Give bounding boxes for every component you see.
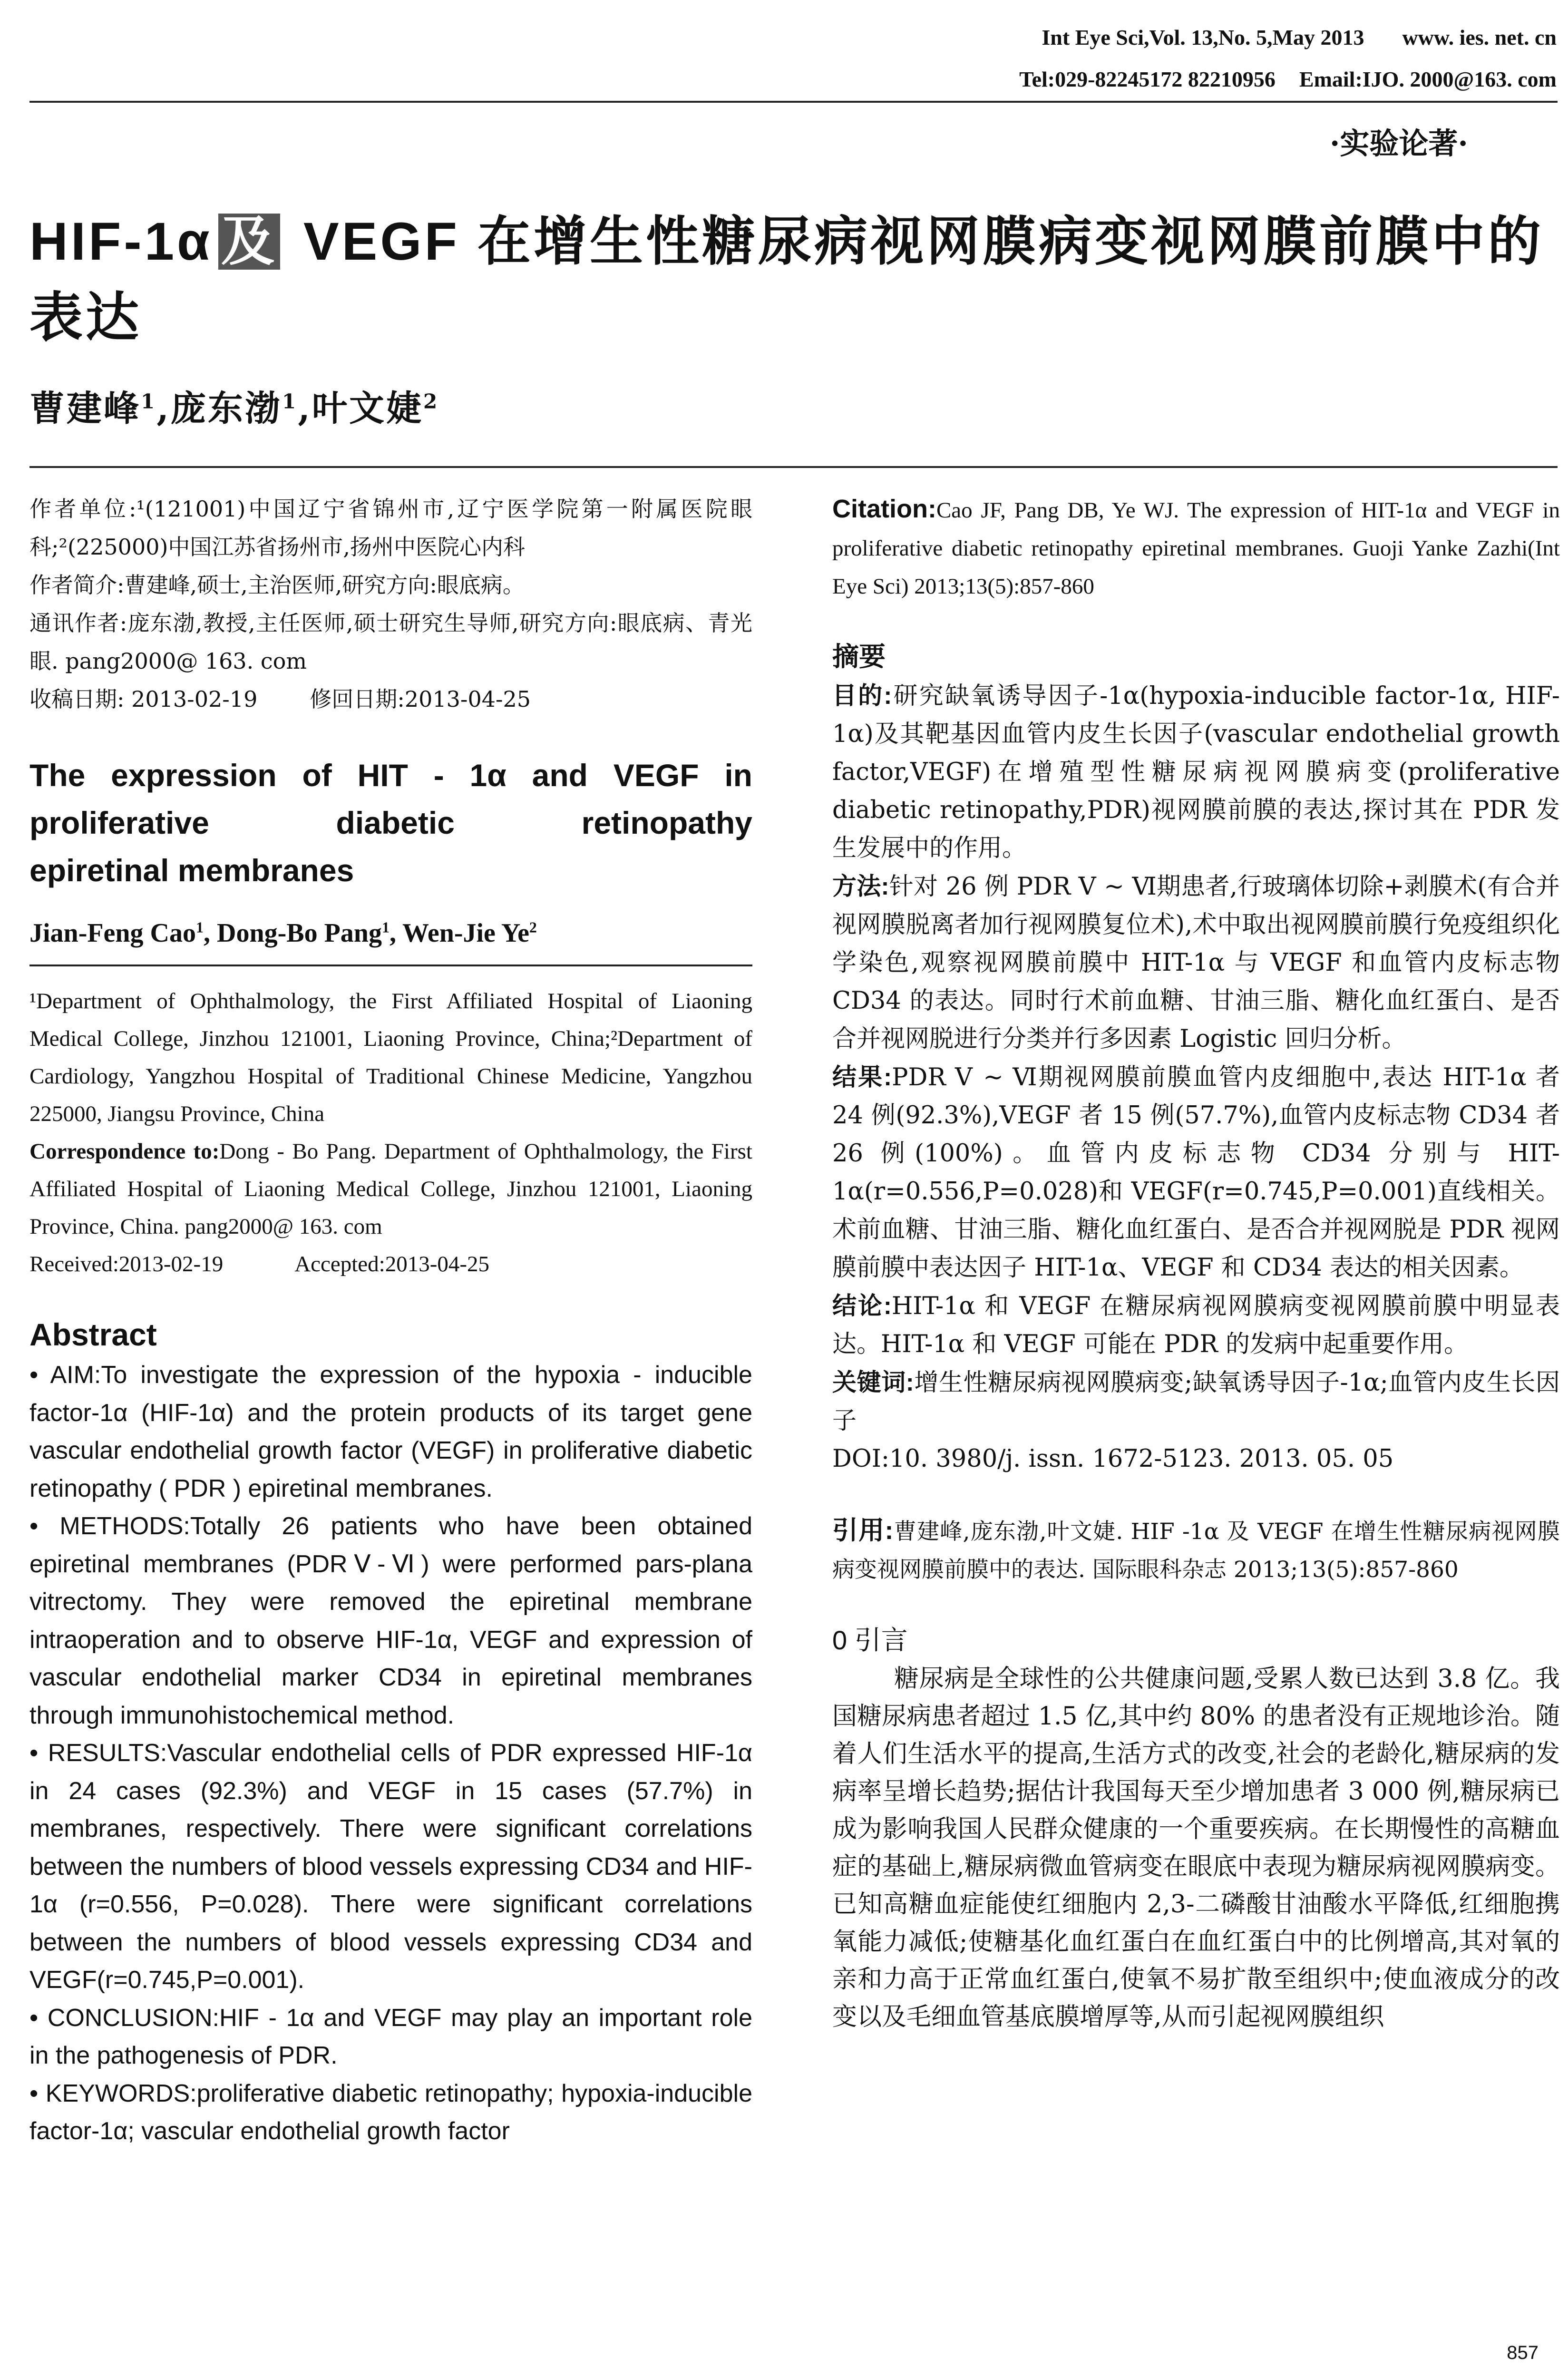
running-header-contact	[1019, 67, 1557, 92]
authors-cn: 曹建峰$^1$,庞东渤$^1$,叶文婕$^2$	[29, 388, 439, 429]
intro-paragraph: 糖尿病是全球性的公共健康问题,受累人数已达到 3.8 亿。我国糖尿病患者超过 1.5 亿,其中约 80% 的患者没有正规地诊治。随着人们生活水平的提高,生活方式的改变,社会的老龄化,糖尿病的发病率呈增长趋势;据估计我国每天至少增加患者 3 000 例,糖尿病已成为影响我国人民群众健康的一个重要疾病。在长期慢性的高糖血症的基础上,糖尿病微血管病变在眼底中表现为糖尿病视网膜病变。已知高糖血症能使红细胞内 2,3-二磷酸甘油酸水平降低,红细胞携氧能力减低;使糖基化血红蛋白在血红蛋白中的比例增高,其对氧的亲和力高于正常血红蛋白,使氧不易扩散至组织中;使血液成分的改变以及毛细血管基底膜增厚等,从而引起视网膜组织	[832, 1665, 1560, 2031]
page-number: 857	[1507, 2342, 1539, 2363]
cn-correspondence: 通讯作者:庞东渤,教授,主任医师,硕士研究生导师,研究方向:眼底病、青光眼. pang2000@ 163. com	[29, 610, 752, 674]
abstract-cn-aim-text: 研究缺氧诱导因子-1α(hypoxia-inducible factor-1α, HIF-1α)及其靶基因血管内皮生长因子(vascular endothelial growth factor,VEGF)在增殖型性糖尿病视网膜病变(proliferative diabetic retinopathy,PDR)视网膜前膜的表达,探讨其在 PDR 发生发展中的作用。	[832, 682, 1560, 862]
header-rule	[29, 101, 1558, 103]
reference-cn-text: 曹建峰,庞东渤,叶文婕. HIF -1α 及 VEGF 在增生性糖尿病视网膜病变视网膜前膜中的表达. 国际眼科杂志 2013;13(5):857-860	[832, 1519, 1560, 1583]
abstract-cn-methods	[832, 867, 1560, 1058]
abstract-methods-label: • METHODS:	[29, 1512, 190, 1540]
abstract-keywords	[29, 2075, 752, 2151]
author-en-2-sup: 1	[381, 918, 390, 936]
article-title-cn	[29, 204, 1558, 356]
reference-cn	[832, 1511, 1560, 1589]
author-cn-3-sup: 2	[423, 390, 439, 413]
cn-affiliation: 作者单位:¹(121001)中国辽宁省锦州市,辽宁医学院第一附属医院眼科;²(225000)中国江苏省扬州市,扬州中医院心内科	[29, 496, 752, 560]
abstract-en	[29, 1356, 752, 2151]
abstract-heading: Abstract	[29, 1317, 157, 1352]
abstract-cn-methods-text: 针对 26 例 PDR Ⅴ ~ Ⅵ期患者,行玻璃体切除+剥膜术(有合并视网膜脱离者加行视网膜复位术),术中取出视网膜前膜行免疫组织化学染色,观察视网膜前膜中 HIT-1α 与 VEGF 和血管内皮标志物 CD34 的表达。同时行术前血糖、甘油三脂、糖化血红蛋白、是否合并视网脱进行分类并行多因素 Logistic 回归分析。	[832, 873, 1560, 1053]
abstract-methods	[29, 1508, 752, 1734]
abstract-aim-text: To investigate the expression of the hypoxia - inducible factor-1α (HIF-1α) and the protein products of its target gene vascular endothelial growth factor (VEGF) in proliferative diabetic retinopathy ( PDR ) epiretinal membranes.	[29, 1361, 752, 1502]
title-part-1: HIF-1α	[29, 212, 213, 271]
abstract-cn-keywords-text: 增生性糖尿病视网膜病变;缺氧诱导因子-1α;血管内皮生长因子	[832, 1369, 1560, 1435]
en-title-line-2: epiretinal membranes	[29, 853, 354, 888]
article-title-en	[29, 751, 752, 894]
author-en-3: Wen-Jie Ye	[402, 918, 529, 948]
right-column	[832, 490, 1560, 2036]
journal-website: www. ies. net. cn	[1402, 25, 1557, 49]
abstract-cn-methods-label: 方法:	[832, 873, 889, 900]
en-accepted: Accepted:2013-04-25	[294, 1252, 490, 1276]
abstract-keywords-label: • KEYWORDS:	[29, 2079, 197, 2107]
abstract-conclusion-label: • CONCLUSION:	[29, 2004, 220, 2032]
author-cn-1-sup: 1	[141, 390, 157, 413]
abstract-aim-label: • AIM:	[29, 1361, 101, 1389]
title-part-2: VEGF 在增生性糖尿病视网膜病变视网膜前膜中的表达	[29, 212, 1544, 347]
journal-tel: Tel:029-82245172 82210956	[1019, 67, 1276, 91]
abstract-cn-aim-label: 目的:	[832, 682, 892, 709]
author-cn-1: 曹建峰	[29, 388, 141, 429]
intro-section	[832, 1660, 1560, 2036]
abstract-cn-keywords	[832, 1364, 1560, 1440]
en-affiliation-block	[29, 983, 752, 1283]
abstract-aim	[29, 1356, 752, 1508]
correspondence-label: Correspondence to:	[29, 1139, 220, 1164]
abstract-cn-conclusion-text: HIT-1α 和 VEGF 在糖尿病视网膜病变视网膜前膜中明显表达。HIT-1α 和 VEGF 可能在 PDR 的发病中起重要作用。	[832, 1292, 1560, 1358]
citation-label: Citation:	[832, 495, 936, 523]
en-correspondence	[29, 1133, 752, 1246]
intro-heading: 0 引言	[832, 1625, 908, 1655]
abstract-cn-conclusion	[832, 1287, 1560, 1364]
author-en-3-sup: 2	[529, 918, 537, 936]
abstract-cn-results-text: PDR Ⅴ ~ Ⅵ期视网膜前膜血管内皮细胞中,表达 HIT-1α 者 24 例(92.3%),VEGF 者 15 例(57.7%),血管内皮标志物 CD34 者 26 例(100%)。血管内皮标志物 CD34 分别与 HIT-1α(r=0.556,P=0.028)和 VEGF(r=0.745,P=0.001)直线相关。术前血糖、甘油三脂、糖化血红蛋白、是否合并视网脱是 PDR 视网膜前膜中表达因子 HIT-1α、VEGF 和 CD34 表达的相关因素。	[832, 1063, 1560, 1282]
abstract-cn	[832, 677, 1560, 1478]
en-dates	[29, 1246, 752, 1283]
authors-en: Jian-Feng Cao$^1$, Dong-Bo Pang$^1$, Wen-Jie Ye$^2$	[29, 918, 752, 966]
reference-cn-label: 引用:	[832, 1516, 894, 1545]
journal-citation: Int Eye Sci,Vol. 13,No. 5,May 2013	[1042, 25, 1364, 49]
abstract-cn-results	[832, 1058, 1560, 1287]
cn-dates	[29, 680, 752, 718]
abstract-cn-aim	[832, 677, 1560, 867]
author-en-1: Jian-Feng Cao	[29, 918, 196, 948]
abstract-results-label: • RESULTS:	[29, 1739, 167, 1767]
abstract-cn-conclusion-label: 结论:	[832, 1292, 892, 1319]
abstract-results	[29, 1734, 752, 1999]
title-highlight-ji: 及	[218, 214, 280, 270]
abstract-conclusion-text: HIF - 1α and VEGF may play an important role in the pathogenesis of PDR.	[29, 2004, 752, 2069]
doi: DOI:10. 3980/j. issn. 1672-5123. 2013. 05. 05	[832, 1445, 1394, 1473]
running-header-journal	[1042, 25, 1557, 50]
author-cn-2-sup: 1	[282, 390, 298, 413]
abstract-cn-keywords-label: 关键词:	[832, 1369, 914, 1396]
citation-text: Cao JF, Pang DB, Ye WJ. The expression of HIT-1α and VEGF in proliferative diabetic retinopathy epiretinal membranes. Guoji Yanke Zazhi(Int Eye Sci) 2013;13(5):857-860	[832, 498, 1560, 599]
author-cn-3: 叶文婕	[312, 388, 423, 429]
cn-author-bio: 作者简介:曹建峰,硕士,主治医师,研究方向:眼底病。	[29, 572, 525, 598]
journal-email: Email:IJO. 2000@163. com	[1299, 67, 1557, 91]
cn-received: 收稿日期: 2013-02-19	[29, 686, 258, 712]
citation-block	[832, 490, 1560, 605]
author-en-1-sup: 1	[196, 918, 204, 936]
abstract-results-text: Vascular endothelial cells of PDR expressed HIF-1α in 24 cases (92.3%) and VEGF in 15 cases (57.7%) in membranes, respectively. There were significant correlations between the numbers of blood vessels expressing CD34 and HIF-1α (r=0.556, P=0.028). There were significant correlations between the numbers of blood vessels expressing CD34 and VEGF(r=0.745,P=0.001).	[29, 1739, 752, 1994]
en-received: Received:2013-02-19	[29, 1252, 224, 1276]
cn-author-info	[29, 490, 752, 718]
section-tag: ·实验论著·	[1329, 126, 1468, 161]
author-cn-2: 庞东渤	[171, 388, 282, 429]
title-rule	[29, 466, 1558, 468]
abstract-heading-cn: 摘要	[832, 642, 886, 672]
abstract-cn-results-label: 结果:	[832, 1063, 892, 1091]
en-affiliation: ¹Department of Ophthalmology, the First Affiliated Hospital of Liaoning Medical College, Jinzhou 121001, Liaoning Province, China;²Department of Cardiology, Yangzhou Hospital of Traditional Chinese Medicine, Yangzhou 225000, Jiangsu Province, China	[29, 989, 752, 1126]
abstract-methods-text: Totally 26 patients who have been obtained epiretinal membranes (PDRⅤ-Ⅵ) were performed pars-plana vitrectomy. They were removed the epiretinal membrane intraoperation and to observe HIF-1α, VEGF and expression of vascular endothelial marker CD34 in epiretinal membranes through immunohistochemical method.	[29, 1512, 752, 1729]
correspondence-text: Dong - Bo Pang. Department of Ophthalmology, the First Affiliated Hospital of Liaoning Medical College, Jinzhou 121001, Liaoning Province, China. pang2000@ 163. com	[29, 1139, 752, 1239]
reference-cn-block	[832, 1511, 1560, 1589]
citation	[832, 490, 1560, 605]
author-en-2: Dong-Bo Pang	[217, 918, 382, 948]
cn-revised: 修回日期:2013-04-25	[310, 686, 531, 712]
en-title-line-1: The expression of HIT - 1α and VEGF in proliferative diabetic retinopathy	[29, 758, 752, 840]
left-column	[29, 490, 752, 2151]
abstract-conclusion	[29, 1999, 752, 2075]
abstract-keywords-text: proliferative diabetic retinopathy; hypoxia-inducible factor-1α; vascular endothelial growth factor	[29, 2079, 752, 2145]
